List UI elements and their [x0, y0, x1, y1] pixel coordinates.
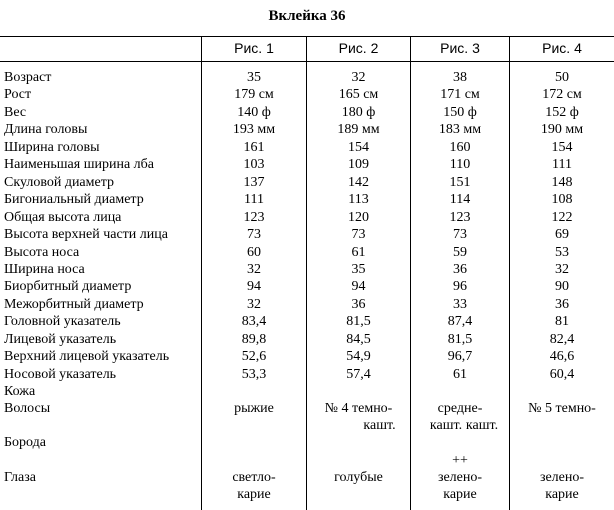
hair-cell-4-line-1: № 5 темно- — [528, 401, 596, 416]
row-label: Бигониальный диаметр — [4, 192, 144, 208]
table-top-rule — [0, 36, 614, 37]
row-value-3: 160 — [449, 139, 471, 155]
row-value-3: 114 — [449, 192, 471, 208]
row-value-4: 122 — [551, 209, 573, 225]
table-row — [0, 86, 614, 103]
row-label: Верхний лицевой указатель — [4, 349, 170, 365]
row-value-1: 83,4 — [241, 314, 267, 330]
row-label: Ширина носа — [4, 261, 85, 277]
hair-cell-2-line-1: № 4 темно- — [324, 401, 393, 416]
column-header-4: Рис. 4 — [542, 40, 582, 56]
hair-cell-2-line-2: кашт. — [363, 418, 396, 433]
table-row — [0, 104, 614, 121]
row-value-3: 81,5 — [447, 331, 473, 347]
row-value-3: 36 — [453, 261, 467, 277]
row-value-1: 179 см — [234, 87, 274, 103]
table-row — [0, 331, 614, 348]
row-value-1: 52,6 — [241, 349, 267, 365]
row-label: Рост — [4, 87, 32, 103]
row-value-4: 148 — [551, 174, 573, 190]
row-value-4: 46,6 — [549, 349, 575, 365]
row-value-2: 113 — [348, 192, 369, 208]
column-header-3: Рис. 3 — [440, 40, 480, 56]
table-row — [0, 226, 614, 243]
row-value-4: 53 — [555, 244, 569, 260]
row-label: Биорбитный диаметр — [4, 279, 132, 295]
row-value-4: 172 см — [542, 87, 582, 103]
row-value-1: 94 — [247, 279, 261, 295]
row-value-2: 61 — [351, 244, 366, 260]
row-value-1: 35 — [247, 70, 261, 85]
row-value-2: 32 — [351, 70, 366, 85]
row-label: Общая высота лица — [4, 209, 122, 225]
row-value-1: 73 — [247, 227, 261, 243]
table-row — [0, 278, 614, 295]
row-label: Вес — [4, 104, 27, 120]
row-value-3: 61 — [453, 366, 467, 382]
row-value-4: 50 — [555, 70, 569, 85]
row-value-3: 171 см — [440, 87, 480, 103]
row-value-1: 89,8 — [241, 331, 267, 347]
row-value-3: 33 — [453, 296, 467, 312]
table-row-beard — [0, 434, 614, 451]
row-value-2: 81,5 — [346, 314, 371, 330]
row-value-1: 193 мм — [232, 122, 276, 138]
row-value-3: 38 — [453, 70, 467, 85]
table-row — [0, 348, 614, 365]
row-label: Высота носа — [4, 244, 80, 260]
row-value-3: 96,7 — [447, 349, 473, 365]
row-value-4: 32 — [555, 261, 569, 277]
row-label: Борода — [4, 435, 46, 450]
hair-cell-4-line-2: кашт. — [465, 418, 499, 433]
row-value-1: 123 — [243, 209, 265, 225]
eyes-cell-1-line-2: карие — [237, 487, 271, 502]
row-label: Высота верхней части лица — [4, 227, 168, 243]
row-value-4: 81 — [555, 314, 569, 330]
row-label: Глаза — [4, 470, 36, 485]
row-value-1: 103 — [243, 157, 265, 173]
table-row — [0, 191, 614, 208]
eyes-cell-4-line-1: зелено- — [539, 470, 585, 485]
row-value-1: 32 — [247, 261, 261, 277]
row-value-4: 60,4 — [549, 366, 575, 382]
row-value-2: 94 — [351, 279, 366, 295]
row-value-3: 87,4 — [447, 314, 473, 330]
header-bottom-rule — [0, 61, 614, 62]
row-label: Скуловой диаметр — [4, 174, 115, 190]
row-label: Межорбитный диаметр — [4, 296, 144, 312]
row-value-3: 123 — [449, 209, 471, 225]
row-value-2: 54,9 — [346, 349, 371, 365]
hair-cell-1: рыжие — [234, 401, 274, 416]
row-value-1: 137 — [243, 174, 265, 190]
table-row — [0, 366, 614, 383]
table-row — [0, 69, 614, 86]
table-row — [0, 209, 614, 226]
row-value-2: 35 — [351, 261, 366, 277]
row-label: Длина головы — [4, 122, 88, 138]
beard-cell-3: ++ — [452, 453, 468, 468]
row-value-3: 59 — [453, 244, 467, 260]
eyes-cell-4-line-2: карие — [545, 487, 579, 502]
table-row — [0, 139, 614, 156]
table-row — [0, 261, 614, 278]
table-row — [0, 296, 614, 313]
row-value-2: 154 — [348, 139, 369, 155]
hair-cell-3-line-1: средне- — [437, 401, 483, 416]
column-header-1: Рис. 1 — [234, 40, 274, 56]
row-value-3: 96 — [453, 279, 467, 295]
row-value-2: 57,4 — [346, 366, 371, 382]
row-value-4: 90 — [555, 279, 569, 295]
row-value-2: 36 — [351, 296, 366, 312]
row-value-1: 60 — [247, 244, 261, 260]
row-label: Лицевой указатель — [4, 331, 117, 347]
row-value-2: 142 — [348, 174, 369, 190]
eyes-cell-3-line-1: зелено- — [437, 470, 483, 485]
row-value-2: 109 — [348, 157, 369, 173]
row-value-2: 189 мм — [337, 122, 380, 138]
table-row-skin — [0, 383, 614, 400]
eyes-cell-1-line-1: светло- — [232, 470, 276, 485]
row-value-4: 111 — [552, 157, 572, 173]
row-value-1: 140 ф — [237, 104, 271, 120]
row-label: Кожа — [4, 384, 36, 399]
column-header-2: Рис. 2 — [338, 40, 379, 56]
table-row — [0, 313, 614, 330]
row-label: Головной указатель — [4, 314, 121, 330]
table-row — [0, 174, 614, 191]
row-label: Наименьшая ширина лба — [4, 157, 154, 173]
row-value-1: 53,3 — [241, 366, 267, 382]
row-value-4: 152 ф — [545, 104, 579, 120]
row-value-4: 108 — [551, 192, 573, 208]
row-value-3: 150 ф — [443, 104, 477, 120]
row-label: Волосы — [4, 401, 51, 416]
row-value-4: 36 — [555, 296, 569, 312]
eyes-cell-3-line-2: карие — [443, 487, 477, 502]
row-label: Носовой указатель — [4, 366, 117, 382]
row-value-2: 180 ф — [341, 104, 376, 120]
row-value-4: 190 мм — [540, 122, 584, 138]
row-value-4: 82,4 — [549, 331, 575, 347]
row-label: Возраст — [4, 70, 52, 85]
row-value-3: 110 — [449, 157, 471, 173]
row-value-4: 69 — [555, 227, 569, 243]
table-row — [0, 121, 614, 138]
row-value-3: 151 — [449, 174, 471, 190]
row-value-1: 161 — [243, 139, 265, 155]
page-title: Вклейка 36 — [268, 8, 346, 24]
row-value-2: 165 см — [338, 87, 379, 103]
row-value-4: 154 — [551, 139, 573, 155]
table-row — [0, 244, 614, 261]
row-value-1: 32 — [247, 296, 261, 312]
hair-cell-3-line-2: кашт. — [429, 418, 463, 433]
row-label: Ширина головы — [4, 139, 100, 155]
row-value-2: 84,5 — [346, 331, 371, 347]
row-value-1: 111 — [244, 192, 264, 208]
row-value-3: 183 мм — [438, 122, 482, 138]
row-value-3: 73 — [453, 227, 467, 243]
table-row — [0, 156, 614, 173]
row-value-2: 73 — [351, 227, 366, 243]
eyes-cell-2: голубые — [334, 470, 383, 485]
row-value-2: 120 — [348, 209, 369, 225]
